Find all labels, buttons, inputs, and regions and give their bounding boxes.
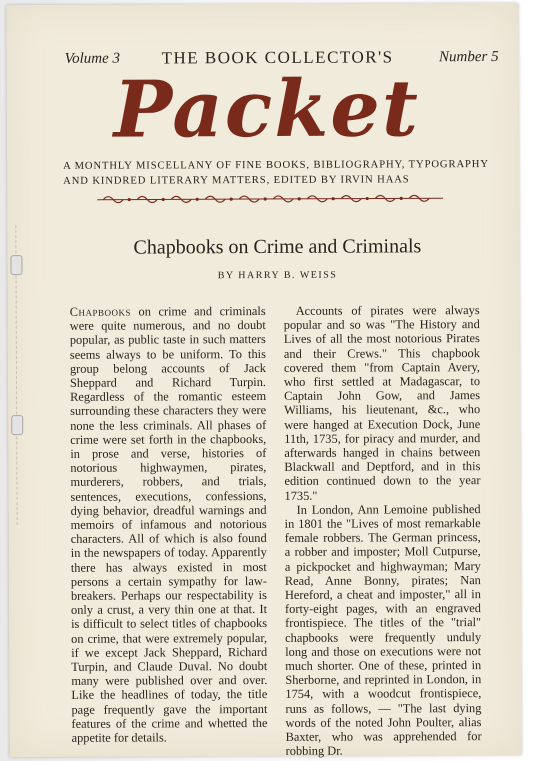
staple-icon [11, 415, 23, 435]
article-column-right [284, 303, 482, 758]
article-column-left [70, 304, 268, 745]
article-paragraph: Accounts of pirates were always popular and so was "The History and Lives of all the most notorious Pirates and their Crews." This chapbook covered them "from Captain Avery, who first settled at Madagascar, to Captain John Gow, and James Williams, his lieutenant, &c., who were hanged at Execution Dock, June 11th, 1735, for piracy and murder, and afterwards hanged in chains between Blackwall and Deptford, and in this edition continued down to the year 1735." [283, 303, 481, 503]
masthead: Packet [113, 63, 421, 156]
staple-icon [10, 255, 22, 275]
number-label: Number 5 [438, 48, 499, 66]
article-title: Chapbooks on Crime and Criminals [133, 235, 422, 259]
ornament-divider [97, 191, 443, 207]
article-paragraph: In London, Ann Lemoine published in 1801 the "Lives of most remarkable female robbers. The German princess, a robber and imposter; Moll Cutpurse, a pickpocket and highwayman; Mary Read, Anne Bonny, pirates; Nan Hereford, a cheat and imposter," all in forty-eight pages, with an engraved frontispiece. The titles of the "trial" chapbooks were frequently unduly long and those on executions were not much shorter. One of these, printed in Sherborne, and reprinted in London, in 1754, with a woodcut frontispiece, runs as follows, — "The last dying words of the noted John Poulter, alias Baxter, who was apprehended for robbing Dr. [284, 501, 482, 759]
article-paragraph [70, 304, 268, 745]
drop-lead: Chapbooks [69, 304, 132, 319]
article-byline: BY HARRY B. WEISS [217, 269, 338, 282]
paragraph-text: on crime and criminals were quite numerous, and no doubt popular, as public taste in such matters seems always to be uniform. To this group belong accounts of Jack Sheppard and Richard Turpin. Regardless of the romantic esteem surrounding these characters they were none the less criminals. All phases of crime were set forth in the chapbooks, in prose and verse, histories of notorious highwaymen, pirates, murderers, robbers, and trials, sentences, executions, confessions, dying behavior, dreadful warnings and memoirs of infamous and notorious characters. All of which is also found in the newspapers of today. Apparently there has always existed in most persons a certain sympathy for law-breakers. Perhaps our respectability is only a crust, a very thin one at that. It is difficult to select titles of chapbooks on crime, that were extremely popular, if we except Jack Sheppard, Richard Turpin, and Claude Duval. No doubt many were published over and over. Like the headlines of today, the title page frequently gave the important features of the crime and whetted the appetite for details. [69, 303, 268, 745]
magazine-page [6, 3, 521, 757]
tagline: A MONTHLY MISCELLANY OF FINE BOOKS, BIBLIOGRAPHY, TYPOGRAPHY AND KINDRED LITERARY MATTERS, EDITED BY IRVIN HAAS [63, 159, 489, 187]
series-title: THE BOOK COLLECTOR'S [161, 47, 394, 68]
volume-label: Volume 3 [64, 50, 121, 67]
